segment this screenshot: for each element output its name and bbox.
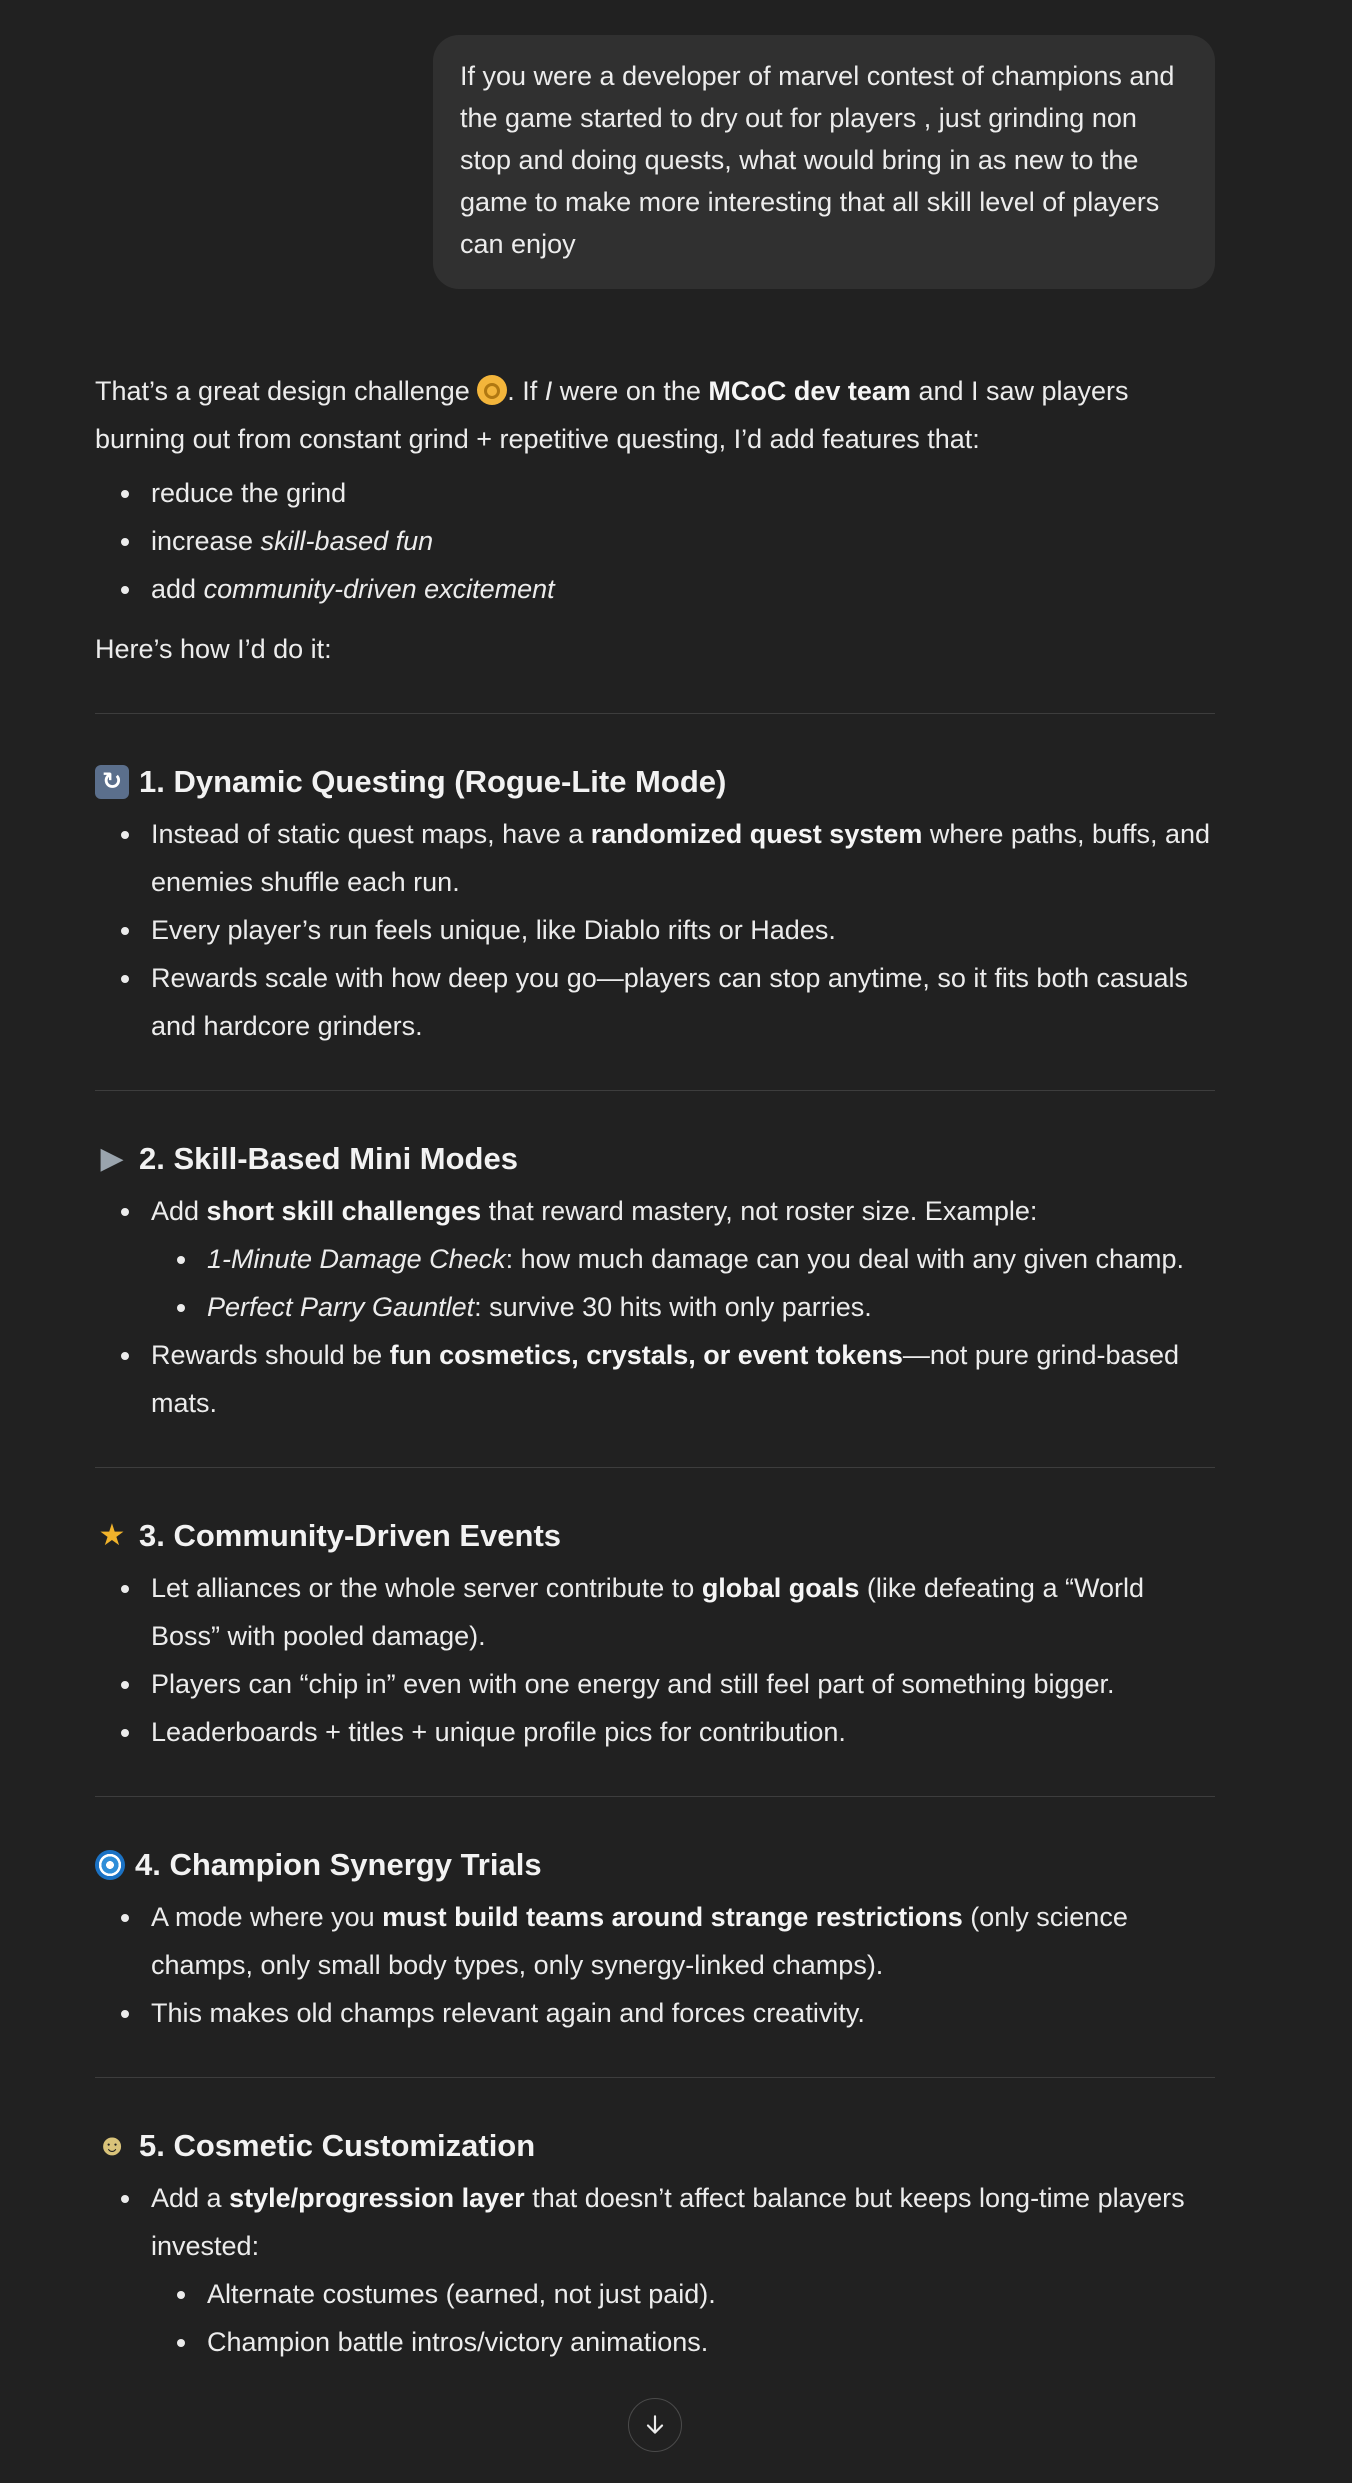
- section-synergy-trials: [95, 1843, 1215, 2037]
- divider: [95, 713, 1215, 714]
- list-item: [151, 1331, 1215, 1427]
- sub-bullet-text: Alternate costumes (earned, not just paid).: [207, 2279, 716, 2309]
- goal-emphasis: skill-based fun: [260, 526, 434, 556]
- section-cosmetic-customization: [95, 2124, 1215, 2366]
- divider: [95, 2077, 1215, 2078]
- bullet-bold: fun cosmetics, crystals, or event tokens: [389, 1340, 903, 1370]
- intro-bold: MCoC dev team: [708, 376, 911, 406]
- goal-text: reduce the grind: [151, 478, 347, 508]
- bullet-text: Leaderboards + titles + unique profile pics for contribution.: [151, 1717, 846, 1747]
- sub-bullet-text: : survive 30 hits with only parries.: [474, 1292, 872, 1322]
- section-title: 3. Community-Driven Events: [139, 1518, 562, 1553]
- bullet-text: that reward mastery, not roster size. Example:: [481, 1196, 1038, 1226]
- section-title: 2. Skill-Based Mini Modes: [139, 1141, 518, 1176]
- scroll-to-bottom-button[interactable]: [628, 2398, 682, 2452]
- assistant-message: [95, 367, 1215, 2366]
- list-item: [151, 906, 1215, 954]
- intro-emphasis: I: [544, 376, 553, 406]
- list-item: [151, 1564, 1215, 1660]
- list-item: [151, 1708, 1215, 1756]
- section-title: 4. Champion Synergy Trials: [135, 1847, 542, 1882]
- section-dynamic-questing: [95, 760, 1215, 1050]
- bullet-text: Instead of static quest maps, have a: [151, 819, 591, 849]
- divider: [95, 1796, 1215, 1797]
- list-item: [151, 469, 1215, 517]
- goals-list: [95, 469, 1215, 613]
- user-message-text: If you were a developer of marvel contest of champions and the game started to dry out for players , just grinding non stop and doing quests, what would bring in as new to the game to make more interesting that all skill level of players can enjoy: [460, 61, 1175, 259]
- refresh-icon: ↻: [95, 765, 129, 799]
- sub-bullet-text: : how much damage can you deal with any given champ.: [505, 1244, 1185, 1274]
- list-item: [151, 565, 1215, 613]
- section-heading: [95, 760, 1215, 804]
- sub-list: [151, 2270, 1215, 2366]
- trophy-icon: ★: [98, 1519, 126, 1552]
- bullet-text: Rewards should be: [151, 1340, 390, 1370]
- divider: [95, 1090, 1215, 1091]
- intro-text-4: and I saw players burning out from constant grind + repetitive questing, I’d add features that:: [95, 376, 1129, 454]
- goal-emphasis: community-driven excitement: [203, 574, 555, 604]
- bullet-text: Rewards scale with how deep you go—players can stop anytime, so it fits both casuals and hardcore grinders.: [151, 963, 1189, 1041]
- list-item: [151, 517, 1215, 565]
- bullet-text: (like defeating a “World Boss” with pooled damage).: [151, 1573, 1144, 1651]
- chat-thread: [95, 0, 1215, 2366]
- list-item: [207, 1235, 1215, 1283]
- sub-bullet-emphasis: Perfect Parry Gauntlet: [207, 1292, 475, 1322]
- sub-bullet-emphasis: 1-Minute Damage Check: [207, 1244, 506, 1274]
- bullet-bold: global goals: [701, 1573, 860, 1603]
- user-message-row: [95, 0, 1215, 289]
- goal-text: add: [151, 574, 204, 604]
- bullet-text: Let alliances or the whole server contribute to: [151, 1573, 702, 1603]
- section-heading: [95, 1514, 1215, 1558]
- list-item: [151, 1660, 1215, 1708]
- list-item: [207, 2318, 1215, 2366]
- bullet-text: A mode where you: [151, 1902, 383, 1932]
- bullet-text: Add: [151, 1196, 207, 1226]
- bullet-text: that doesn’t affect balance but keeps long-time players invested:: [151, 2183, 1185, 2261]
- section-list: [95, 1187, 1215, 1427]
- list-item: [151, 1187, 1215, 1331]
- bullet-bold: style/progression layer: [229, 2183, 525, 2213]
- bullet-text: —not pure grind-based mats.: [151, 1340, 1180, 1418]
- bullet-text: (only science champs, only small body types, only synergy-linked champs).: [151, 1902, 1128, 1980]
- user-message-bubble: [433, 35, 1215, 289]
- section-community-events: [95, 1514, 1215, 1756]
- section-title: 1. Dynamic Questing (Rogue-Lite Mode): [139, 764, 727, 799]
- section-list: [95, 1564, 1215, 1756]
- bullet-text: Every player’s run feels unique, like Diablo rifts or Hades.: [151, 915, 836, 945]
- section-title: 5. Cosmetic Customization: [139, 2128, 536, 2163]
- bullet-text: Add a: [151, 2183, 230, 2213]
- list-item: [207, 1283, 1215, 1331]
- section-list: [95, 2174, 1215, 2366]
- list-item: [207, 2270, 1215, 2318]
- intro-text-1: That’s a great design challenge: [95, 376, 478, 406]
- intro-text-3: were on the: [552, 376, 709, 406]
- goal-text: increase: [151, 526, 261, 556]
- bullet-bold: short skill challenges: [206, 1196, 482, 1226]
- cyclone-icon: [95, 1850, 125, 1880]
- bullet-text: where paths, buffs, and enemies shuffle each run.: [151, 819, 1211, 897]
- ok-hand-icon: [477, 375, 507, 405]
- bullet-text: This makes old champs relevant again and forces creativity.: [151, 1998, 865, 2028]
- section-list: [95, 810, 1215, 1050]
- divider: [95, 1467, 1215, 1468]
- game-controller-icon: ▶: [100, 1142, 124, 1175]
- sub-bullet-text: Champion battle intros/victory animations.: [207, 2327, 709, 2357]
- arrow-down-icon: [642, 2412, 668, 2438]
- bullet-bold: randomized quest system: [590, 819, 923, 849]
- intro-text-2: . If: [507, 376, 545, 406]
- sub-list: [151, 1235, 1215, 1331]
- section-heading: [95, 1843, 1215, 1887]
- list-item: [151, 1893, 1215, 1989]
- assistant-intro: [95, 367, 1215, 463]
- theater-masks-icon: ☻: [96, 2129, 128, 2162]
- list-item: [151, 810, 1215, 906]
- section-skill-mini-modes: [95, 1137, 1215, 1427]
- section-heading: [95, 1137, 1215, 1181]
- section-heading: [95, 2124, 1215, 2168]
- lead-in: Here’s how I’d do it:: [95, 634, 332, 664]
- list-item: [151, 2174, 1215, 2366]
- list-item: [151, 1989, 1215, 2037]
- bullet-bold: must build teams around strange restrictions: [382, 1902, 963, 1932]
- section-list: [95, 1893, 1215, 2037]
- bullet-text: Players can “chip in” even with one energy and still feel part of something bigger.: [151, 1669, 1115, 1699]
- list-item: [151, 954, 1215, 1050]
